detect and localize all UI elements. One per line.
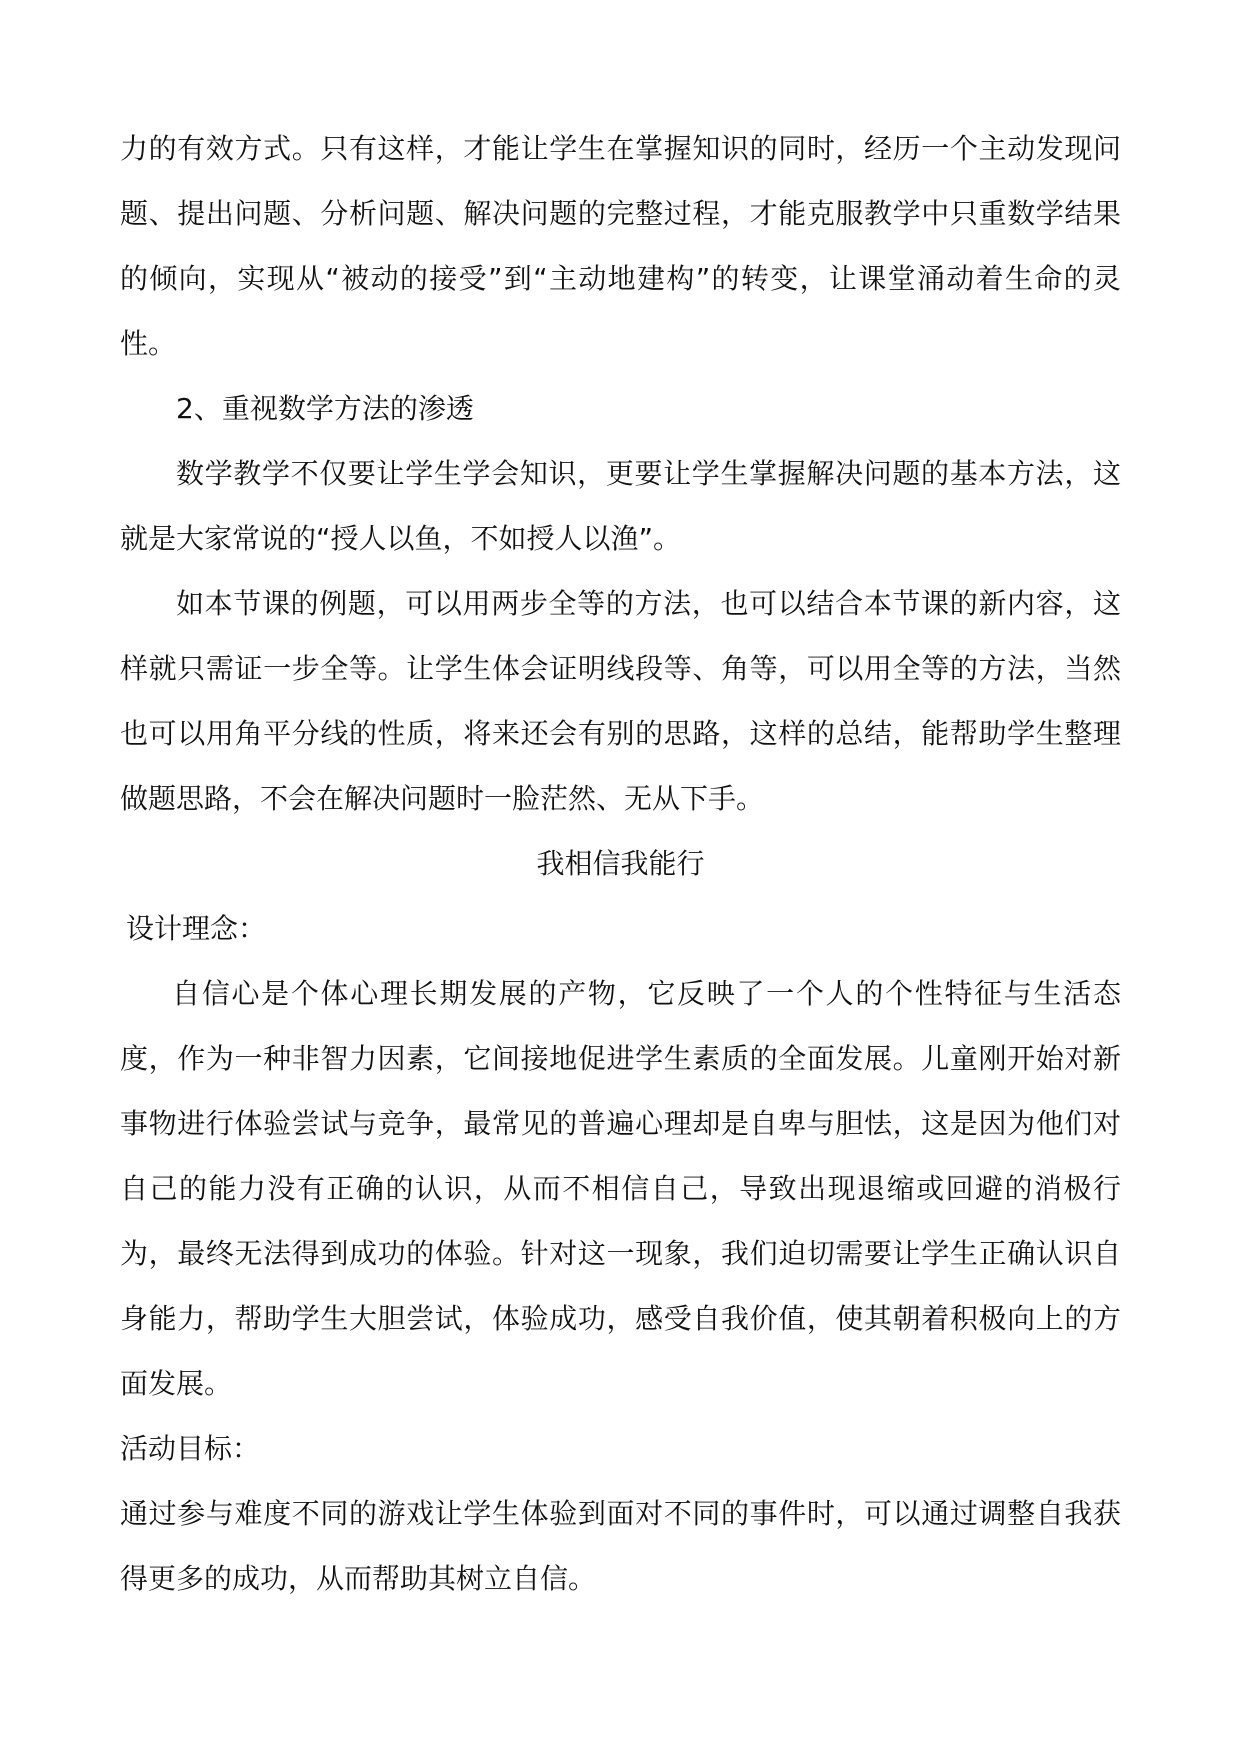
activity-goal-label: 活动目标： xyxy=(120,1432,261,1465)
paragraph-continued: 力的有效方式。只有这样，才能让学生在掌握知识的同时，经历一个主动发现问题、提出问题、分析问题、解决问题的完整过程，才能克服教学中只重数学结果的倾向，实现从“被动的接受”到“主动地建构”的转变，让课堂涌动着生命的灵性。 xyxy=(120,132,1121,360)
paragraph-example: 如本节课的例题，可以用两步全等的方法，也可以结合本节课的新内容，这样就只需证一步全等。让学生体会证明线段等、角等，可以用全等的方法，当然也可以用角平分线的性质，将来还会有别的思路，这样的总结，能帮助学生整理做题思路，不会在解决问题时一脸茫然、无从下手。 xyxy=(120,587,1121,815)
activity-goal-text: 通过参与难度不同的游戏让学生体验到面对不同的事件时，可以通过调整自我获得更多的成功，从而帮助其树立自信。 xyxy=(120,1497,1121,1595)
heading-math-methods: 2、重视数学方法的渗透 xyxy=(176,392,474,425)
paragraph-teaching-methods: 数学教学不仅要让学生学会知识，更要让学生掌握解决问题的基本方法，这就是大家常说的“授人以鱼，不如授人以渔”。 xyxy=(120,457,1121,555)
design-concept-text: 自信心是个体心理长期发展的产物，它反映了一个人的个性特征与生活态度，作为一种非智力因素，它间接地促进学生素质的全面发展。儿童刚开始对新事物进行体验尝试与竞争，最常见的普遍心理却是自卑与胆怯，这是因为他们对自己的能力没有正确的认识，从而不相信自己，导致出现退缩或回避的消极行为，最终无法得到成功的体验。针对这一现象，我们迫切需要让学生正确认识自身能力，帮助学生大胆尝试，体验成功，感受自我价值，使其朝着积极向上的方面发展。 xyxy=(120,977,1121,1400)
section-title: 我相信我能行 xyxy=(536,847,705,880)
design-concept-label: 设计理念： xyxy=(126,912,267,945)
